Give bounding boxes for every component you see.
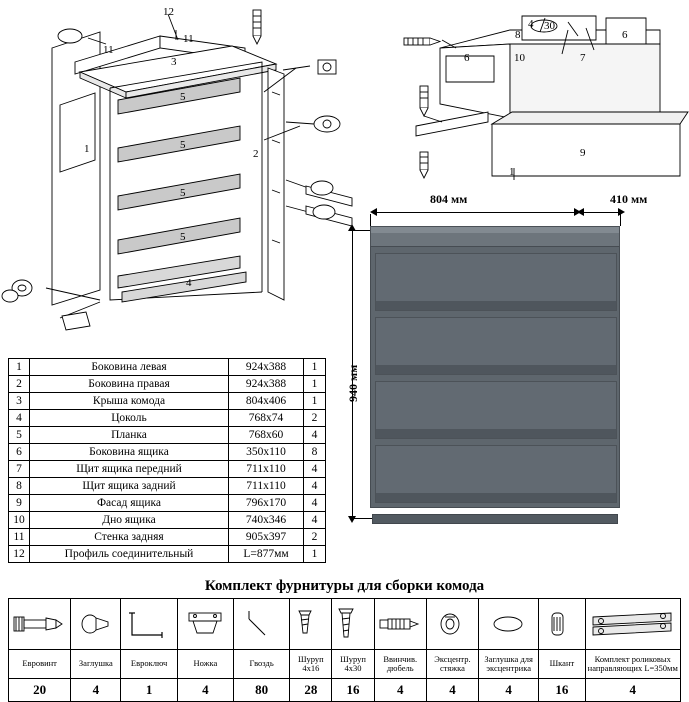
part-num: 12 [9, 546, 30, 563]
part-size: 350х110 [229, 444, 304, 461]
callout-4: 4 [186, 277, 192, 289]
callout-9-drawer: 9 [580, 147, 586, 159]
kit-item-count: 4 [585, 679, 680, 702]
part-num: 1 [9, 359, 30, 376]
kit-item-name: Евровинт [9, 650, 71, 679]
drawer-face-1 [375, 253, 617, 311]
kit-item-count: 4 [479, 679, 539, 702]
drawer-face-4 [375, 445, 617, 503]
table-row [9, 529, 326, 546]
dowel-icon [539, 599, 585, 650]
part-num: 7 [9, 461, 30, 478]
callout-5-c: 5 [180, 187, 186, 199]
kit-item-count: 16 [539, 679, 585, 702]
kit-item-count: 4 [177, 679, 233, 702]
part-num: 6 [9, 444, 30, 461]
kit-item-name: Комплект роликовых направляющих L=350мм [585, 650, 680, 679]
kit-item-count: 4 [71, 679, 121, 702]
callout-6-right: 6 [622, 29, 628, 41]
callout-4-drawer: 4 [528, 18, 534, 30]
part-name: Крыша комода [30, 393, 229, 410]
parts-table [8, 358, 326, 563]
kit-item-name: Эксцентр. стяжка [426, 650, 478, 679]
kit-item-name: Евроключ [121, 650, 177, 679]
table-row [9, 359, 326, 376]
part-name: Профиль соединительный [30, 546, 229, 563]
screw-4x30-icon [332, 599, 374, 650]
callout-5-d: 5 [180, 231, 186, 243]
part-size: 796х170 [229, 495, 304, 512]
kit-item-name: Заглушка [71, 650, 121, 679]
part-name: Щит ящика передний [30, 461, 229, 478]
cam-cover-icon [479, 599, 539, 650]
part-qty: 2 [304, 410, 326, 427]
part-name: Боковина правая [30, 376, 229, 393]
euro-screw-icon [9, 599, 71, 650]
part-name: Фасад ящика [30, 495, 229, 512]
part-num: 3 [9, 393, 30, 410]
table-row [9, 478, 326, 495]
callout-11-left: 11 [103, 44, 114, 56]
part-num: 2 [9, 376, 30, 393]
part-qty: 1 [304, 359, 326, 376]
part-num: 9 [9, 495, 30, 512]
table-row [9, 376, 326, 393]
height-dimension-label: 940 мм [346, 364, 360, 402]
foot-icon [177, 599, 233, 650]
callout-5-b: 5 [180, 139, 186, 151]
drawer-face-3 [375, 381, 617, 439]
depth-dimension-label: 410 мм [610, 192, 648, 206]
part-num: 8 [9, 478, 30, 495]
part-qty: 1 [304, 546, 326, 563]
callout-1-drawer: 1 [509, 166, 515, 178]
callout-6-left: 6 [464, 52, 470, 64]
callout-1: 1 [84, 143, 90, 155]
table-row [9, 461, 326, 478]
chest-of-drawers-render [370, 226, 620, 516]
kit-item-count: 80 [233, 679, 289, 702]
table-row [9, 444, 326, 461]
part-size: 711х110 [229, 478, 304, 495]
part-size: 924х388 [229, 376, 304, 393]
exploded-assembly-diagram [0, 0, 360, 350]
part-name: Боковина левая [30, 359, 229, 376]
part-size: 740х346 [229, 512, 304, 529]
part-qty: 8 [304, 444, 326, 461]
chest-top-panel [370, 226, 620, 248]
part-size: 768х74 [229, 410, 304, 427]
callout-5-a: 5 [180, 91, 186, 103]
table-row [9, 410, 326, 427]
kit-item-name: Гвоздь [233, 650, 289, 679]
table-row [9, 427, 326, 444]
part-size: 905х397 [229, 529, 304, 546]
hardware-kit-title: Комплект фурнитуры для сборки комода [204, 578, 485, 594]
kit-item-name: Ввинчив. дюбель [374, 650, 426, 679]
part-qty: 4 [304, 461, 326, 478]
part-qty: 2 [304, 529, 326, 546]
part-num: 4 [9, 410, 30, 427]
kit-item-count: 28 [290, 679, 332, 702]
kit-item-name: Шуруп 4х16 [290, 650, 332, 679]
table-row [9, 512, 326, 529]
screw-in-dowel-icon [374, 599, 426, 650]
chest-plinth [372, 514, 618, 524]
kit-item-count: 4 [426, 679, 478, 702]
kit-item-name: Шкант [539, 650, 585, 679]
part-name: Стенка задняя [30, 529, 229, 546]
kit-item-count: 1 [121, 679, 177, 702]
part-qty: 4 [304, 427, 326, 444]
cap-plug-icon [71, 599, 121, 650]
width-dimension-label: 804 мм [430, 192, 468, 206]
chest-front [370, 246, 620, 508]
part-size: 804х406 [229, 393, 304, 410]
drawer-face-2 [375, 317, 617, 375]
kit-item-name: Шуруп 4х30 [332, 650, 374, 679]
part-size: 768х60 [229, 427, 304, 444]
depth-dimension-line [580, 212, 620, 213]
part-name: Планка [30, 427, 229, 444]
part-qty: 1 [304, 393, 326, 410]
hardware-kit-table [8, 598, 681, 702]
kit-item-count: 16 [332, 679, 374, 702]
height-ext-top [352, 230, 372, 231]
part-size: L=877мм [229, 546, 304, 563]
part-name: Цоколь [30, 410, 229, 427]
cam-lock-icon [426, 599, 478, 650]
part-name: Боковина ящика [30, 444, 229, 461]
slide-rails-icon [585, 599, 680, 650]
width-arrow-left [370, 208, 377, 216]
table-row [9, 546, 326, 563]
part-qty: 4 [304, 495, 326, 512]
chest-dimension-view [330, 190, 689, 540]
kit-item-count: 4 [374, 679, 426, 702]
euro-key-icon [121, 599, 177, 650]
callout-10-drawer: 10 [514, 52, 525, 64]
part-qty: 1 [304, 376, 326, 393]
part-qty: 4 [304, 512, 326, 529]
callout-3: 3 [171, 56, 177, 68]
nail-icon [233, 599, 289, 650]
callout-30-drawer: 30 [544, 20, 555, 32]
callout-11-right: 11 [183, 33, 194, 45]
width-dimension-line [373, 212, 577, 213]
drawer-assembly-detail [382, 0, 689, 185]
part-size: 711х110 [229, 461, 304, 478]
part-name: Дно ящика [30, 512, 229, 529]
part-num: 5 [9, 427, 30, 444]
callout-8-drawer: 8 [515, 29, 521, 41]
height-ext-bottom [352, 518, 374, 519]
part-num: 10 [9, 512, 30, 529]
kit-item-name: Ножка [177, 650, 233, 679]
part-num: 11 [9, 529, 30, 546]
kit-item-count: 20 [9, 679, 71, 702]
part-size: 924х388 [229, 359, 304, 376]
screw-4x16-icon [290, 599, 332, 650]
callout-2: 2 [253, 148, 259, 160]
callout-12: 12 [163, 6, 174, 18]
table-row [9, 495, 326, 512]
kit-item-name: Заглушка для эксцентрика [479, 650, 539, 679]
depth-arrow-right [618, 208, 625, 216]
depth-arrow-left [577, 208, 584, 216]
part-qty: 4 [304, 478, 326, 495]
table-row [9, 393, 326, 410]
part-name: Щит ящика задний [30, 478, 229, 495]
callout-7-drawer: 7 [580, 52, 586, 64]
